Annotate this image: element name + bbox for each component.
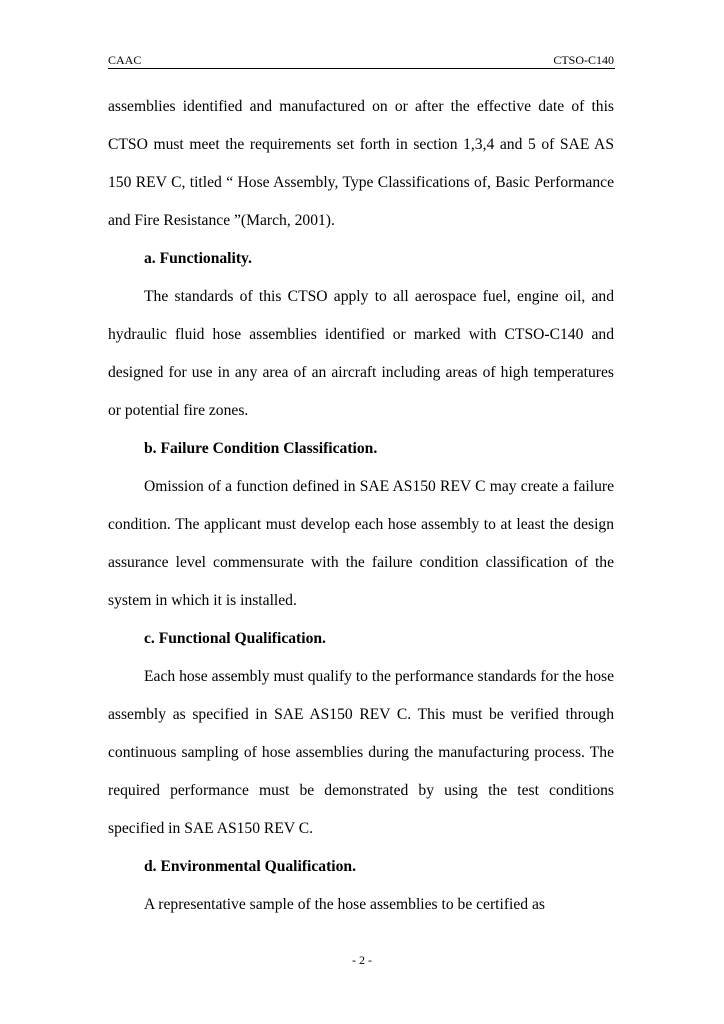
section-heading-functional-qualification: c. Functional Qualification. (144, 630, 326, 647)
section-text-functional-qualification: Each hose assembly must qualify to the performance standards for the hose assembly as specified in SAE AS150 REV C. This must be verified through continuous sampling of hose assemblies during the manufacturing process. The required performance must be demonstrated by using the test conditions specified in SAE AS150 REV C. (108, 668, 614, 837)
section-text-environmental-qualification: A representative sample of the hose assemblies to be certified as (144, 896, 545, 913)
section-heading-failure-condition: b. Failure Condition Classification. (144, 440, 378, 457)
section-heading-environmental-qualification: d. Environmental Qualification. (144, 858, 356, 875)
intro-paragraph: assemblies identified and manufactured on or after the effective date of this CTSO must meet the requirements set forth in section 1,3,4 and 5 of SAE AS 150 REV C, titled “ Hose Assembly, Type Classifications of, Basic Performance and Fire Resistance ”(March, 2001). (108, 98, 614, 229)
section-text-failure-condition: Omission of a function defined in SAE AS150 REV C may create a failure condition. The applicant must develop each hose assembly to at least the design assurance level commensurate with the failure condition classification of the system in which it is installed. (108, 478, 614, 609)
header-divider (108, 68, 615, 69)
header-doc-id: CTSO-C140 (553, 53, 614, 67)
section-heading-functionality: a. Functionality. (144, 250, 252, 267)
page-header (108, 52, 614, 68)
header-org: CAAC (108, 53, 142, 67)
section-text-functionality: The standards of this CTSO apply to all aerospace fuel, engine oil, and hydraulic fluid hose assemblies identified or marked with CTSO-C140 and designed for use in any area of an aircraft including areas of high temperatures or potential fire zones. (108, 288, 614, 419)
page-number: - 2 - (352, 953, 372, 967)
document-body (108, 88, 614, 924)
